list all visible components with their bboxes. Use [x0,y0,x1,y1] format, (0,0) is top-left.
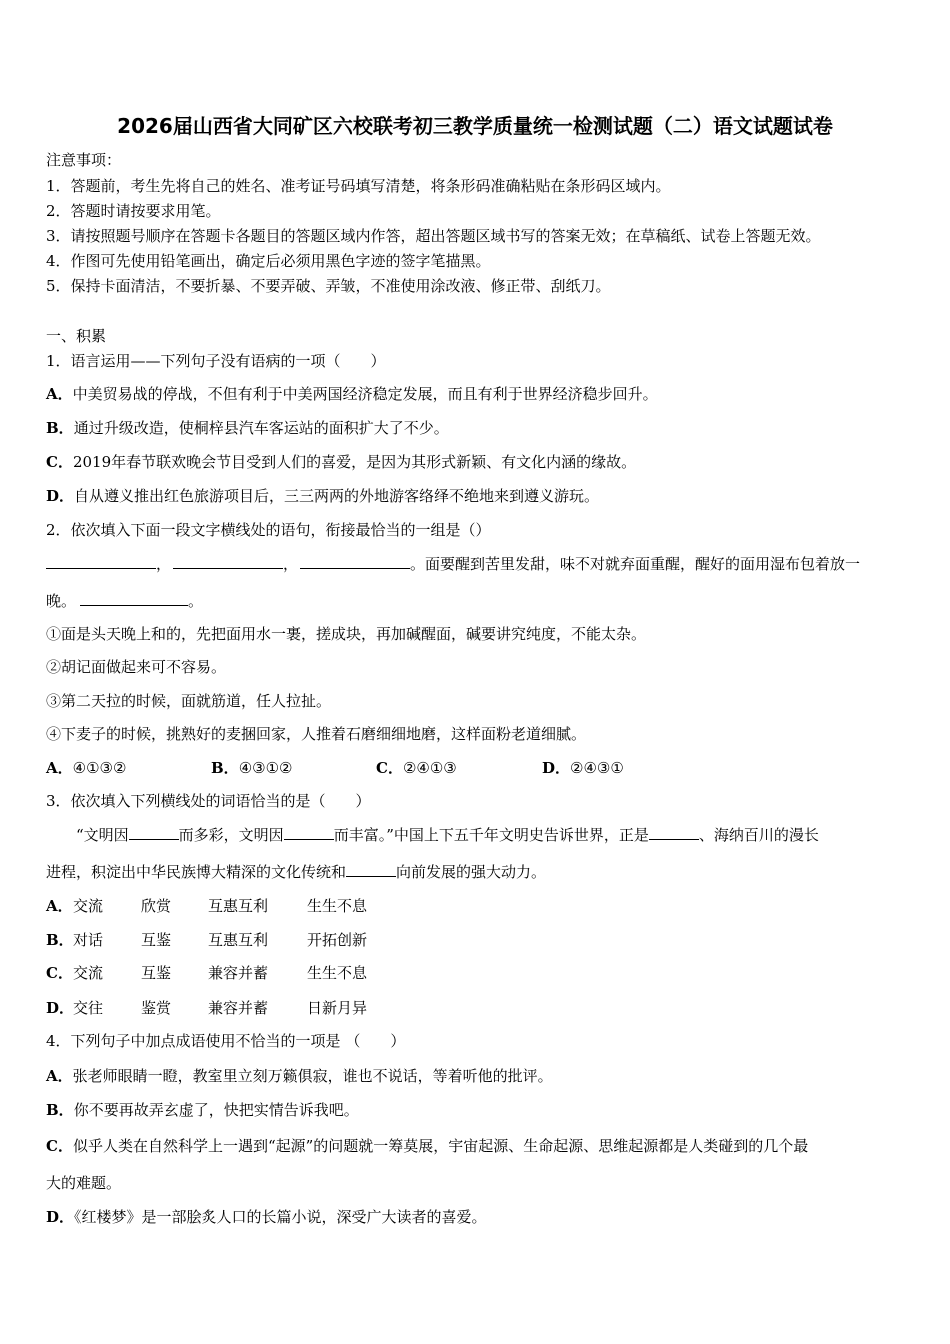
q2-option-d: D．②④③① [542,759,624,777]
q3-option-word: 开拓创新 [307,931,368,949]
notice-item: 3．请按照题号顺序在答题卡各题目的答题区域内作答，超出答题区域书写的答案无效；在草稿纸、试卷上答题无效。 [46,227,821,245]
q3-option-word: 生生不息 [307,964,368,982]
q4-option-c-cont: 大的难题。 [46,1174,122,1192]
q3-option-label: A． [46,897,73,915]
q3-option-word: 生生不息 [307,897,368,915]
q2-item: ①面是头天晚上和的，先把面用水一裹，搓成块，再加碱醒面，碱要讲究纯度，不能太杂。 [46,625,647,643]
q2-item: ④下麦子的时候，挑熟好的麦捆回家，人推着石磨细细地磨，这样面粉老道细腻。 [46,725,587,743]
q2-option-c: C．②④①③ [376,759,457,777]
question-4-stem: 4．下列句子中加点成语使用不恰当的一项是 （ ） [46,1032,406,1050]
q3-option-word: 交往 [73,999,104,1017]
q3-option-word: 兼容并蓄 [208,999,269,1017]
q2-option-a: A．④①③② [46,759,127,777]
notice-item: 4．作图可先使用铅笔画出，确定后必须用黑色字迹的签字笔描黑。 [46,252,491,270]
notice-item: 1．答题前，考生先将自己的姓名、准考证号码填写清楚，将条形码准确粘贴在条形码区域内。 [46,177,671,195]
blank [649,825,699,840]
option-label: D． [46,487,75,505]
q3-option-word: 对话 [73,931,104,949]
q3-option-word: 交流 [73,897,104,915]
q3-option-word: 互鉴 [141,931,172,949]
notice-heading: 注意事项： [46,151,122,169]
q2-passage-line1: ， ， 。面要醒到苦里发甜，味不对就弃面重醒，醒好的面用湿布包着放一 [46,554,860,574]
option-label: C． [46,453,73,471]
question-2-stem: 2．依次填入下面一段文字横线处的语句，衔接最恰当的一组是（） [46,521,491,539]
q3-option-label: D． [46,999,75,1017]
question-1-stem: 1．语言运用——下列句子没有语病的一项（ ） [46,352,386,370]
q3-option-word: 互鉴 [141,964,172,982]
option-label: B． [46,419,74,437]
q3-option-word: 鉴赏 [141,999,172,1017]
notice-item: 2．答题时请按要求用笔。 [46,202,221,220]
q4-option-a: A．张老师眼睛一瞪，教室里立刻万籁俱寂，谁也不说话，等着听他的批评。 [46,1067,553,1085]
blank [284,825,334,840]
q2-option-b: B．④③①② [211,759,293,777]
option-text: 自从遵义推出红色旅游项目后，三三两两的外地游客络绎不绝地来到遵义游玩。 [74,487,600,505]
q3-option-word: 互惠互利 [208,931,269,949]
option-text: 通过升级改造，使桐梓县汽车客运站的面积扩大了不少。 [73,419,449,437]
q1-option-d [46,486,599,506]
q4-option-c: C．似乎人类在自然科学上一遇到“起源”的问题就一筹莫展，宇宙起源、生命起源、思维起源都是人类碰到的几个最 [46,1137,809,1155]
q1-option-a [46,384,658,404]
blank [300,554,410,569]
q3-passage-line2: 进程，积淀出中华民族博大精深的文化传统和 向前发展的强大动力。 [46,863,547,881]
q3-option-word: 互惠互利 [208,897,269,915]
q1-option-c [46,452,636,472]
q3-option-word: 兼容并蓄 [208,964,269,982]
section-heading: 一、积累 [46,327,107,345]
option-text: 2019年春节联欢晚会节目受到人们的喜爱，是因为其形式新颖、有文化内涵的缘故。 [72,453,637,471]
question-3-stem: 3．依次填入下列横线处的词语恰当的是（ ） [46,792,371,810]
page-title: 2026届山西省大同矿区六校联考初三教学质量统一检测试题（二）语文试题试卷 [117,114,833,138]
q4-option-d: D．《红楼梦》是一部脍炙人口的长篇小说，深受广大读者的喜爱。 [46,1208,487,1226]
blank [129,825,179,840]
blank [46,554,156,569]
q3-passage-line1: “文明因 而多彩，文明因 而丰富。”中国上下五千年文明史告诉世界，正是 、海纳百川的漫长 [76,826,819,844]
q1-option-b [46,418,449,438]
notice-item: 5．保持卡面清洁，不要折暴、不要弄破、弄皱，不准使用涂改液、修正带、刮纸刀。 [46,277,611,295]
blank [80,591,188,606]
option-text: 中美贸易战的停战，不但有利于中美两国经济稳定发展，而且有利于世界经济稳步回升。 [72,385,658,403]
q3-option-word: 交流 [73,964,104,982]
q3-option-label: B． [46,931,74,949]
q4-option-b: B．你不要再故弄玄虚了，快把实情告诉我吧。 [46,1101,359,1119]
q2-item: ③第二天拉的时候，面就筋道，任人拉扯。 [46,692,332,710]
q3-option-word: 日新月异 [307,999,368,1017]
q2-passage-line2: 晚。 。 [46,592,204,610]
blank [346,862,396,877]
q3-option-word: 欣赏 [141,897,172,915]
q2-item: ②胡记面做起来可不容易。 [46,658,227,676]
q3-option-label: C． [46,964,73,982]
blank [173,554,283,569]
option-label: A． [46,385,73,403]
